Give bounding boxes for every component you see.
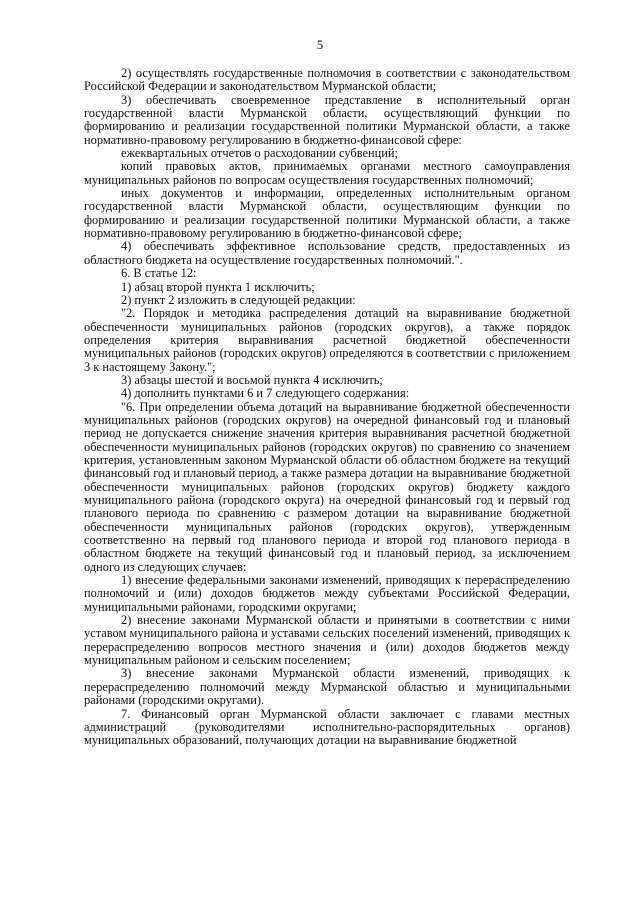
paragraph: 1) внесение федеральными законами изменений, приводящих к перераспределению полномочий и (или) доходов бюджетов между субъектами Российской Федерации, муниципальными районами, городскими округами; — [84, 573, 570, 614]
paragraph: 4) обеспечивать эффективное использование средств, предоставленных из областного бюджета на осуществление государственных полномочий.". — [84, 239, 570, 267]
paragraph: 4) дополнить пунктами 6 и 7 следующего содержания: — [121, 386, 410, 401]
paragraph: 6. В статье 12: — [121, 266, 197, 281]
document-body — [84, 67, 570, 748]
paragraph: ежеквартальных отчетов о расходовании субвенций; — [121, 146, 398, 161]
paragraph: "6. При определении объема дотаций на выравнивание бюджетной обеспеченности муниципальных районов (городских округов) на очередной финансовый год и плановый период не допускается снижение значения критерия выравнивания расчетной бюджетной обеспеченности муниципальных районов (городских округов) по сравнению со значением критерия, установленным законом Мурманской области об областном бюджете на текущий финансовый год и плановый период, а также размера дотации на выравнивание бюджетной обеспеченности муниципальных районов (городских округов) бюджету каждого муниципального района (городского округа) на очередной финансовый год и первый год планового периода по сравнению с размером дотации на выравнивание бюджетной обеспеченности муниципальных районов (городских округов), утвержденным соответственно на первый год планового периода и второй год планового периода в областном бюджете на текущий финансовый год и плановый период, за исключением одного из следующих случаев: — [84, 399, 570, 574]
paragraph: 7. Финансовый орган Мурманской области заключает с главами местных администраций (руководителями исполнительно-распорядительных органов) муниципальных образований, получающих дотации на выравнивание бюджетной — [84, 706, 570, 748]
paragraph: копий правовых актов, принимаемых органами местного самоуправления муниципальных районов по вопросам осуществления государственных полномочий; — [84, 159, 570, 187]
paragraph: 1) абзац второй пункта 1 исключить; — [121, 279, 315, 294]
paragraph: 2) внесение законами Мурманской области и принятыми в соответствии с ними уставом муниципального района и уставами сельских поселений изменений, приводящих к перераспределению вопросов местного значения и (или) доходов бюджетов между муниципальным районом и сельским поселением; — [84, 613, 570, 668]
paragraph: 3) абзацы шестой и восьмой пункта 4 исключить; — [121, 372, 383, 387]
paragraph: 3) обеспечивать своевременное представление в исполнительный орган государственной власти Мурманской области, осуществляющий функции по формированию и реализации государственной политики Мурманской области, а также нормативно-правовому регулированию в бюджетно-финансовой сфере: — [84, 92, 570, 147]
paragraph: 3) внесение законами Мурманской области изменений, приводящих к перераспределению полномочий между Мурманской областью и муниципальными районами (городскими округами). — [84, 666, 570, 708]
paragraph: 2) пункт 2 изложить в следующей редакции: — [121, 292, 356, 307]
paragraph: иных документов и информации, определенных исполнительным органом государственной власти Мурманской области, осуществляющим функции по формированию и реализации государственной политики Мурманской области, а также нормативно-правовому регулированию в бюджетно-финансовой сфере; — [84, 186, 570, 241]
paragraph: "2. Порядок и методика распределения дотаций на выравнивание бюджетной обеспеченности муниципальных районов (городских округов), а также порядок определения критерия выравнивания расчетной бюджетной обеспеченности муниципальных районов (городских округов) определяются в соответствии с приложением 3 к настоящему Закону."; — [84, 306, 570, 374]
page-number: 5 — [316, 37, 324, 52]
paragraph: 2) осуществлять государственные полномочия в соответствии с законодательством Российской Федерации и законодательством Мурманской области; — [84, 66, 570, 94]
